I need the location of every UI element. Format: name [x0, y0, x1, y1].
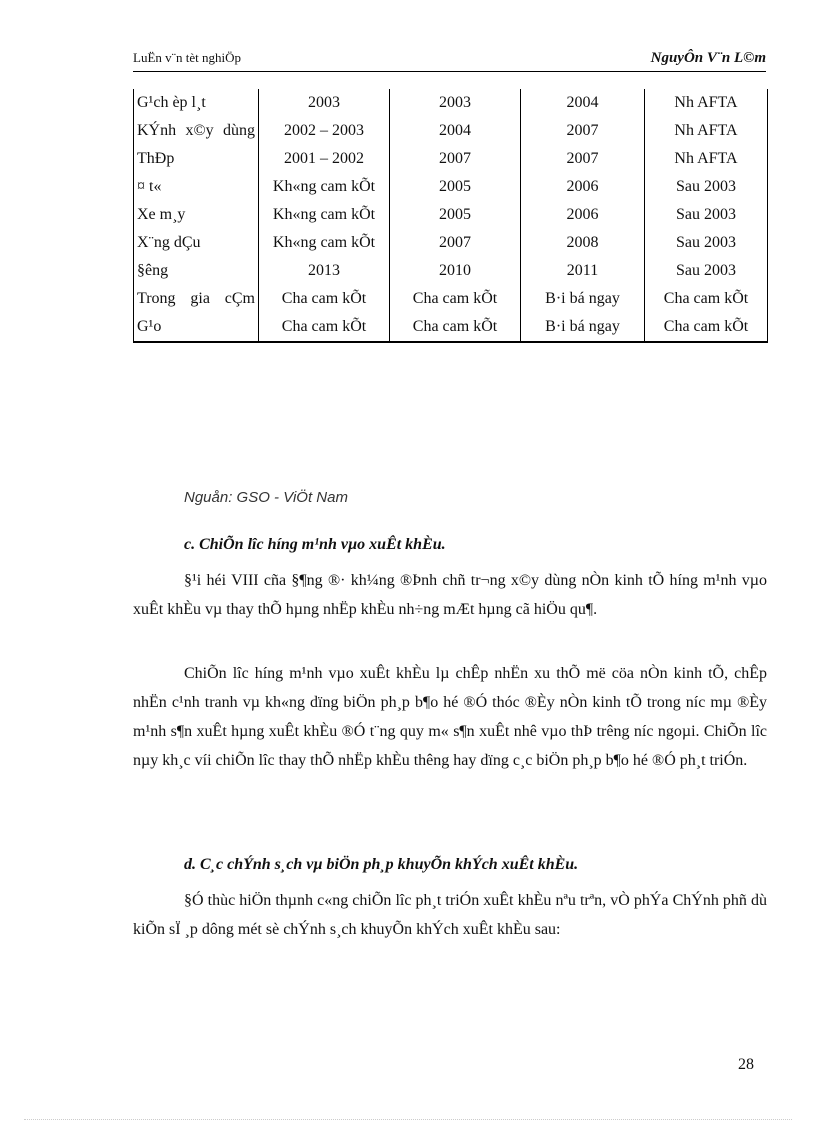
table-cell: X¨ng dÇu — [134, 229, 259, 257]
table-row — [134, 313, 768, 342]
section-c-paragraph-2: ChiÕn lîc híng m¹nh vµo xuÊt khÈu lµ chÊp nhËn xu thÕ më cöa nÒn kinh tÕ, chÊp nhËn c¹nh tranh vµ kh«ng dïng biÖn ph¸p b¶o hé ®Ó thóc ®Èy nÒn kinh tÕ trong níc mµ ®Èy m¹nh s¶n xuÊt hµng xuÊt khÈu ®Ó t¨ng quy m« s¶n xuÊt nhê vµo thÞ trêng níc ngoµi. ChiÕn lîc nµy kh¸c víi chiÕn lîc thay thÕ nhËp khÈu thêng hay dïng c¸c biÖn ph¸p b¶o hé ®Ó ph¸t triÓn. — [133, 665, 767, 769]
table-cell: Kh«ng cam kÕt — [259, 173, 390, 201]
table-cell: Nh AFTA — [645, 89, 768, 117]
table-row — [134, 145, 768, 173]
table-cell: Sau 2003 — [645, 229, 768, 257]
table-cell: Cha cam kÕt — [390, 313, 521, 342]
table-cell: G¹ch èp l¸t — [134, 89, 259, 117]
table-cell: 2010 — [390, 257, 521, 285]
table-cell: Sau 2003 — [645, 173, 768, 201]
table-cell: 2004 — [390, 117, 521, 145]
table-cell: Nh AFTA — [645, 117, 768, 145]
table-cell: 2005 — [390, 173, 521, 201]
table-cell: 2003 — [390, 89, 521, 117]
table-cell: Cha cam kÕt — [645, 313, 768, 342]
table-cell: B·i bá ngay — [521, 285, 645, 313]
table-row — [134, 117, 768, 145]
table-cell — [134, 117, 259, 145]
table-source-note: Nguån: GSO - ViÖt Nam — [184, 489, 348, 506]
table-row — [134, 285, 768, 313]
table-cell: 2006 — [521, 173, 645, 201]
table-cell: 2001 – 2002 — [259, 145, 390, 173]
table-row — [134, 89, 768, 117]
header-author-name: NguyÔn V¨n L©m — [650, 50, 766, 66]
section-d-paragraph-1: §Ó thùc hiÖn thµnh c«ng chiÕn lîc ph¸t triÓn xuÊt khÈu nªu trªn, vÒ phÝa ChÝnh phñ dù kiÕn sÏ ¸p dông mét sè chÝnh s¸ch khuyÕn khÝch xuÊt khÈu sau: — [133, 892, 767, 938]
table-cell: 2013 — [259, 257, 390, 285]
table-cell — [134, 285, 259, 313]
table-cell: 2011 — [521, 257, 645, 285]
table-cell: Nh AFTA — [645, 145, 768, 173]
section-c-paragraph-1: §¹i héi VIII cña §¶ng ®· kh¼ng ®Þnh chñ tr¬ng x©y dùng nÒn kinh tÕ híng m¹nh vµo xuÊt khÈu vµ thay thÕ hµng nhËp khÈu nh÷ng mÆt hµng cã hiÖu qu¶. — [133, 572, 767, 618]
table-cell: 2006 — [521, 201, 645, 229]
table-cell: 2005 — [390, 201, 521, 229]
table-cell-text: Trong gia cÇm — [137, 290, 255, 307]
table-cell: 2008 — [521, 229, 645, 257]
table-cell: §êng — [134, 257, 259, 285]
table-cell: Cha cam kÕt — [645, 285, 768, 313]
page-bottom-divider — [24, 1119, 792, 1120]
section-c-heading: c. ChiÕn lîc híng m¹nh vµo xuÊt khÈu. — [184, 536, 446, 553]
page-header — [133, 50, 766, 70]
table-cell: 2007 — [521, 145, 645, 173]
table-cell: 2003 — [259, 89, 390, 117]
section-d-heading: d. C¸c chÝnh s¸ch vµ biÖn ph¸p khuyÕn khÝch xuÊt khÈu. — [184, 856, 579, 873]
table-cell: ThÐp — [134, 145, 259, 173]
table-cell: ¤ t« — [134, 173, 259, 201]
page-number: 28 — [738, 1056, 754, 1073]
table-cell: Cha cam kÕt — [259, 285, 390, 313]
table-cell: 2004 — [521, 89, 645, 117]
table-cell: Sau 2003 — [645, 257, 768, 285]
table-cell-text: KÝnh x©y dùng — [137, 122, 255, 139]
table-cell: Kh«ng cam kÕt — [259, 229, 390, 257]
table-row — [134, 201, 768, 229]
table-cell: G¹o — [134, 313, 259, 342]
table-cell: B·i bá ngay — [521, 313, 645, 342]
header-thesis-label: LuËn v¨n tèt nghiÖp — [133, 50, 241, 65]
table-row — [134, 229, 768, 257]
table-cell: Sau 2003 — [645, 201, 768, 229]
table-row — [134, 173, 768, 201]
table-cell: 2007 — [390, 145, 521, 173]
table-cell: Cha cam kÕt — [259, 313, 390, 342]
table-cell: 2007 — [521, 117, 645, 145]
tariff-schedule-table — [133, 89, 768, 343]
table-cell: Xe m¸y — [134, 201, 259, 229]
header-divider — [133, 71, 766, 72]
table-cell: 2002 – 2003 — [259, 117, 390, 145]
table-cell: Cha cam kÕt — [390, 285, 521, 313]
table-cell: 2007 — [390, 229, 521, 257]
table-row — [134, 257, 768, 285]
table-cell: Kh«ng cam kÕt — [259, 201, 390, 229]
